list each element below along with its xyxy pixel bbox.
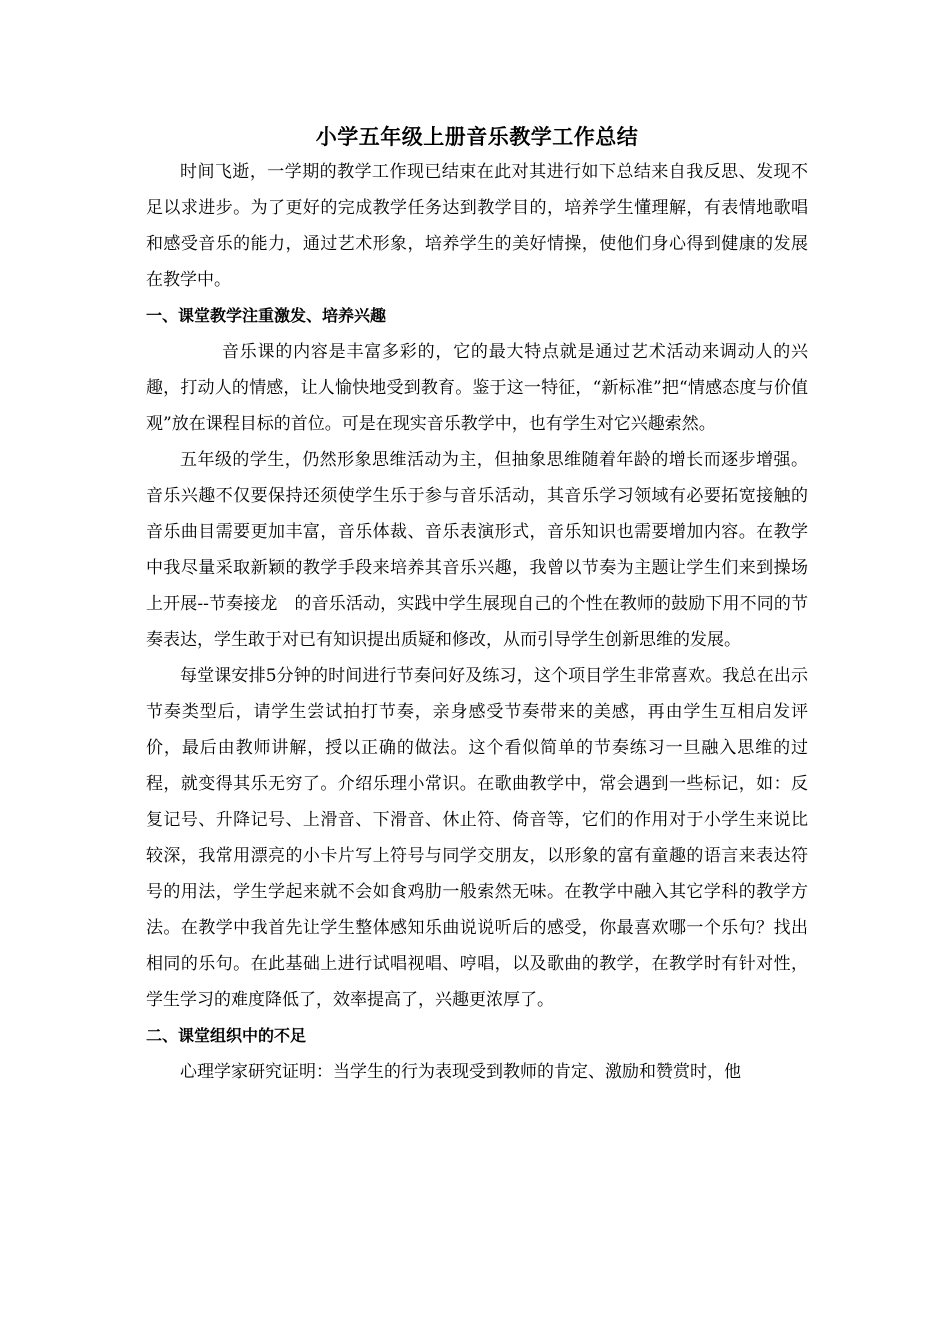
document-title: 小学五年级上册音乐教学工作总结 bbox=[315, 125, 639, 149]
section-1-heading: 一、课堂教学注重激发、培养兴趣 bbox=[146, 306, 387, 325]
section-1-paragraph-2: 五年级的学生，仍然形象思维活动为主，但抽象思维随着年龄的增长而逐步增强。音乐兴趣不仅要保持还须使学生乐于参与音乐活动，其音乐学习领域有必要拓宽接触的音乐曲目需要更加丰富，音乐体裁、音乐表演形式，音乐知识也需要增加内容。在教学中我尽量采取新颖的教学手段来培养其音乐兴趣，我曾以节奏为主题让学生们来到操场上开展--节奏接龙 的音乐活动，实践中学生展现自己的个性在教师的鼓励下用不同的节奏表达，学生敢于对已有知识提出质疑和修改，从而引导学生创新思维的发展。 bbox=[146, 450, 808, 650]
document-body bbox=[146, 120, 808, 1090]
section-2-heading: 二、课堂组织中的不足 bbox=[146, 1026, 307, 1045]
section-1-paragraph-1: 音乐课的内容是丰富多彩的，它的最大特点就是通过艺术活动来调动人的兴趣，打动人的情感，让人愉快地受到教育。鉴于这一特征，“新标准”把“情感态度与价值观”放在课程目标的首位。可是在现实音乐教学中，也有学生对它兴趣索然。 bbox=[146, 342, 808, 434]
intro-paragraph: 时间飞逝，一学期的教学工作现已结束在此对其进行如下总结来自我反思、发现不足以求进步。为了更好的完成教学任务达到教学目的，培养学生懂理解，有表情地歌唱和感受音乐的能力，通过艺术形象，培养学生的美好情操，使他们身心得到健康的发展在教学中。 bbox=[146, 162, 808, 290]
section-2-paragraph-1: 心理学家研究证明：当学生的行为表现受到教师的肯定、激励和赞赏时，他 bbox=[180, 1062, 741, 1082]
section-1-paragraph-3: 每堂课安排5分钟的时间进行节奏问好及练习，这个项目学生非常喜欢。我总在出示节奏类型后，请学生尝试拍打节奏，亲身感受节奏带来的美感，再由学生互相启发评价，最后由教师讲解，授以正确的做法。这个看似简单的节奏练习一旦融入思维的过程，就变得其乐无穷了。介绍乐理小常识。在歌曲教学中，常会遇到一些标记，如：反复记号、升降记号、上滑音、下滑音、休止符、倚音等，它们的作用对于小学生来说比较深，我常用漂亮的小卡片写上符号与同学交朋友，以形象的富有童趣的语言来表达符号的用法，学生学起来就不会如食鸡肋一般索然无味。在教学中融入其它学科的教学方法。在教学中我首先让学生整体感知乐曲说说听后的感受，你最喜欢哪一个乐句？找出相同的乐句。在此基础上进行试唱视唱、哼唱，以及歌曲的教学，在教学时有针对性，学生学习的难度降低了，效率提高了，兴趣更浓厚了。 bbox=[146, 666, 808, 1010]
